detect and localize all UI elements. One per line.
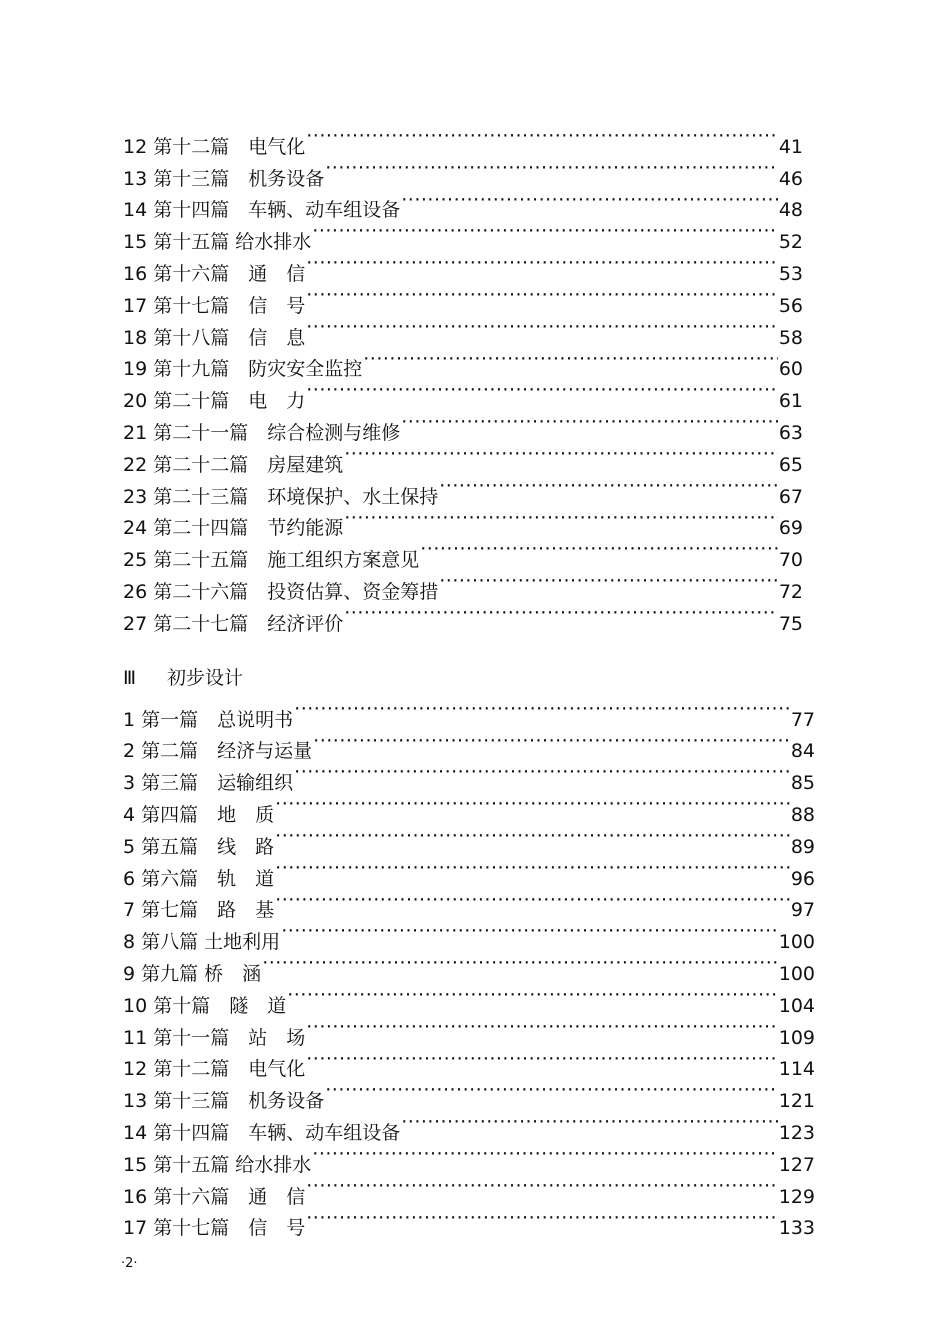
toc-entry-page: 77	[790, 708, 815, 731]
toc-entry-label	[123, 1150, 311, 1182]
toc-entry-label	[123, 1023, 305, 1055]
toc-entry-page: 97	[790, 899, 815, 922]
toc-entry-number: 23	[123, 485, 148, 508]
toc-entry-title: 第十五篇 给水排水	[153, 1153, 312, 1176]
toc-entry-page: 61	[778, 390, 803, 413]
toc-entry-title: 第二十三篇 环境保护、水土保持	[153, 485, 439, 508]
toc-entry-label	[123, 927, 280, 959]
toc-entry-number: 12	[123, 135, 148, 158]
toc-entry-number: 13	[123, 1090, 148, 1113]
toc-entry-number: 13	[123, 167, 148, 190]
toc-entry-title: 第三篇 运输组织	[141, 772, 294, 795]
toc-entry-title: 第二十七篇 经济评价	[153, 612, 344, 635]
toc-entry-label	[123, 959, 261, 991]
toc-entry-page: 100	[778, 962, 815, 985]
toc-entry-title: 第十四篇 车辆、动车组设备	[153, 1121, 401, 1144]
toc-entry-number: 14	[123, 1121, 148, 1144]
toc-entry-title: 第二十四篇 节约能源	[153, 517, 344, 540]
toc-entry-label	[123, 1086, 324, 1118]
toc-entry-label	[123, 386, 305, 418]
toc-entry-number: 27	[123, 612, 148, 635]
toc-group-preliminary-design	[123, 694, 818, 1240]
toc-entry-title: 第二十五篇 施工组织方案意见	[153, 549, 420, 572]
section-heading	[123, 662, 818, 694]
dot-leader	[306, 121, 778, 153]
toc-entry-title: 第十二篇 电气化	[153, 1058, 306, 1081]
toc-entry-page: 127	[778, 1153, 815, 1176]
dot-leader	[294, 694, 790, 726]
toc-entry-title: 第十篇 隧 道	[153, 994, 287, 1017]
dot-leader	[306, 312, 778, 344]
toc-entry-title: 第二十篇 电 力	[153, 390, 306, 413]
dot-leader	[313, 726, 790, 758]
toc-entry-title: 第十五篇 给水排水	[153, 231, 312, 254]
toc-entry-title: 第二十二篇 房屋建筑	[153, 453, 344, 476]
page-number: ·2·	[121, 1256, 138, 1271]
toc-entry[interactable]	[123, 121, 803, 158]
toc-entry-number: 4	[123, 803, 136, 826]
dot-leader	[275, 853, 790, 885]
toc-entry-label	[123, 545, 419, 577]
toc-entry-label	[123, 1054, 305, 1086]
toc-entry-title: 第十三篇 机务设备	[153, 167, 325, 190]
toc-entry-label	[123, 513, 343, 545]
toc-entry-label	[123, 768, 293, 800]
toc-entry-label	[123, 164, 324, 196]
toc-entry-title: 第十六篇 通 信	[153, 262, 306, 285]
dot-leader	[312, 1139, 777, 1171]
toc-entry-number: 1	[123, 708, 136, 731]
toc-entry-label	[123, 1182, 305, 1214]
toc-group-feasibility	[123, 121, 818, 635]
toc-entry[interactable]	[123, 694, 815, 731]
toc-entry-title: 第十二篇 电气化	[153, 135, 306, 158]
toc-entry-page: 58	[778, 326, 803, 349]
toc-entry-label	[123, 323, 305, 355]
toc-entry-label	[123, 864, 274, 896]
toc-entry-page: 88	[790, 803, 815, 826]
dot-leader	[306, 280, 778, 312]
toc-entry-number: 16	[123, 262, 148, 285]
toc-entry-number: 26	[123, 580, 148, 603]
toc-entry-number: 18	[123, 326, 148, 349]
toc-entry-label	[123, 291, 305, 323]
toc-entry-title: 第二篇 经济与运量	[141, 740, 313, 763]
toc-entry-page: 48	[778, 199, 803, 222]
toc-entry-number: 14	[123, 199, 148, 222]
toc-entry-page: 109	[778, 1026, 815, 1049]
dot-leader	[275, 885, 790, 917]
toc-entry-page: 63	[778, 421, 803, 444]
toc-entry-label	[123, 736, 312, 768]
toc-entry-label	[123, 705, 293, 737]
toc-entry-label	[123, 450, 343, 482]
toc-entry-title: 第十一篇 站 场	[153, 1026, 306, 1049]
dot-leader	[306, 1203, 777, 1235]
toc-entry-page: 65	[778, 453, 803, 476]
toc-entry-title: 第七篇 路 基	[141, 899, 275, 922]
dot-leader	[294, 757, 790, 789]
section-title: 初步设计	[167, 666, 244, 689]
dot-leader	[344, 439, 778, 471]
dot-leader	[275, 789, 790, 821]
toc-entry-title: 第十三篇 机务设备	[153, 1090, 325, 1113]
toc-entry-title: 第十四篇 车辆、动车组设备	[153, 199, 401, 222]
dot-leader	[275, 821, 790, 853]
toc-entry-page: 100	[778, 931, 815, 954]
dot-leader	[344, 503, 778, 535]
toc-entry-number: 17	[123, 1217, 148, 1240]
toc-entry-label	[123, 895, 274, 927]
toc-entry-number: 2	[123, 740, 136, 763]
toc-entry-number: 12	[123, 1058, 148, 1081]
dot-leader	[306, 1171, 777, 1203]
dot-leader	[262, 948, 778, 980]
dot-leader	[344, 598, 778, 630]
dot-leader	[325, 153, 778, 185]
toc-entry-label	[123, 1213, 305, 1245]
toc-entry-page: 121	[778, 1090, 815, 1113]
dot-leader	[420, 534, 778, 566]
dot-leader	[363, 344, 778, 376]
toc-entry-number: 20	[123, 390, 148, 413]
toc-entry-title: 第五篇 线 路	[141, 835, 275, 858]
toc-entry-page: 60	[778, 358, 803, 381]
table-of-contents	[123, 121, 818, 1240]
toc-entry-page: 52	[778, 231, 803, 254]
toc-entry-page: 133	[778, 1217, 815, 1240]
toc-entry-title: 第四篇 地 质	[141, 803, 275, 826]
dot-leader	[306, 248, 778, 280]
toc-entry-label	[123, 259, 305, 291]
section-numeral: Ⅲ	[123, 666, 137, 689]
toc-entry-page: 114	[778, 1058, 815, 1081]
toc-entry-title: 第十九篇 防灾安全监控	[153, 358, 363, 381]
toc-entry-page: 41	[778, 135, 803, 158]
dot-leader	[439, 566, 778, 598]
toc-entry-page: 56	[778, 294, 803, 317]
toc-entry-title: 第八篇 土地利用	[141, 931, 281, 954]
toc-entry-number: 15	[123, 231, 148, 254]
toc-entry-title: 第二十一篇 综合检测与维修	[153, 421, 401, 444]
toc-entry-title: 第九篇 桥 涵	[141, 962, 262, 985]
toc-entry-page: 104	[778, 994, 815, 1017]
toc-entry-number: 8	[123, 931, 136, 954]
toc-entry-label	[123, 227, 311, 259]
toc-entry-page: 129	[778, 1185, 815, 1208]
toc-entry-title: 第一篇 总说明书	[141, 708, 294, 731]
toc-entry-label	[123, 609, 343, 641]
toc-entry-page: 89	[790, 835, 815, 858]
dot-leader	[281, 916, 778, 948]
toc-entry-number: 11	[123, 1026, 148, 1049]
toc-entry-page: 46	[778, 167, 803, 190]
toc-entry-title: 第十八篇 信 息	[153, 326, 306, 349]
toc-entry-page: 70	[778, 549, 803, 572]
toc-entry-label	[123, 800, 274, 832]
toc-entry-number: 17	[123, 294, 148, 317]
toc-entry-page: 53	[778, 262, 803, 285]
dot-leader	[287, 980, 777, 1012]
toc-entry-number: 5	[123, 835, 136, 858]
dot-leader	[401, 1107, 777, 1139]
toc-entry-page: 72	[778, 580, 803, 603]
dot-leader	[325, 1075, 777, 1107]
toc-entry-number: 21	[123, 421, 148, 444]
toc-entry-title: 第十六篇 通 信	[153, 1185, 306, 1208]
toc-entry-number: 16	[123, 1185, 148, 1208]
toc-entry-number: 15	[123, 1153, 148, 1176]
dot-leader	[306, 375, 778, 407]
toc-entry-number: 6	[123, 867, 136, 890]
toc-entry-number: 10	[123, 994, 148, 1017]
toc-entry-title: 第十七篇 信 号	[153, 1217, 306, 1240]
dot-leader	[306, 1044, 777, 1076]
dot-leader	[401, 185, 778, 217]
toc-entry-label	[123, 991, 286, 1023]
dot-leader	[312, 216, 778, 248]
toc-entry-title: 第六篇 轨 道	[141, 867, 275, 890]
toc-entry-page: 96	[790, 867, 815, 890]
toc-entry-number: 7	[123, 899, 136, 922]
toc-entry-page: 69	[778, 517, 803, 540]
dot-leader	[439, 471, 778, 503]
toc-entry-title: 第十七篇 信 号	[153, 294, 306, 317]
dot-leader	[401, 407, 778, 439]
toc-entry-title: 第二十六篇 投资估算、资金筹措	[153, 580, 439, 603]
toc-entry-number: 22	[123, 453, 148, 476]
toc-entry-number: 9	[123, 962, 136, 985]
toc-entry-number: 24	[123, 517, 148, 540]
toc-entry-number: 19	[123, 358, 148, 381]
toc-entry-number: 25	[123, 549, 148, 572]
toc-entry-label	[123, 832, 274, 864]
toc-entry-page: 67	[778, 485, 803, 508]
toc-entry-number: 3	[123, 772, 136, 795]
toc-entry-page: 123	[778, 1121, 815, 1144]
toc-entry-page: 75	[778, 612, 803, 635]
dot-leader	[306, 1012, 777, 1044]
toc-entry-label	[123, 132, 305, 164]
toc-entry-page: 85	[790, 772, 815, 795]
toc-entry-page: 84	[790, 740, 815, 763]
